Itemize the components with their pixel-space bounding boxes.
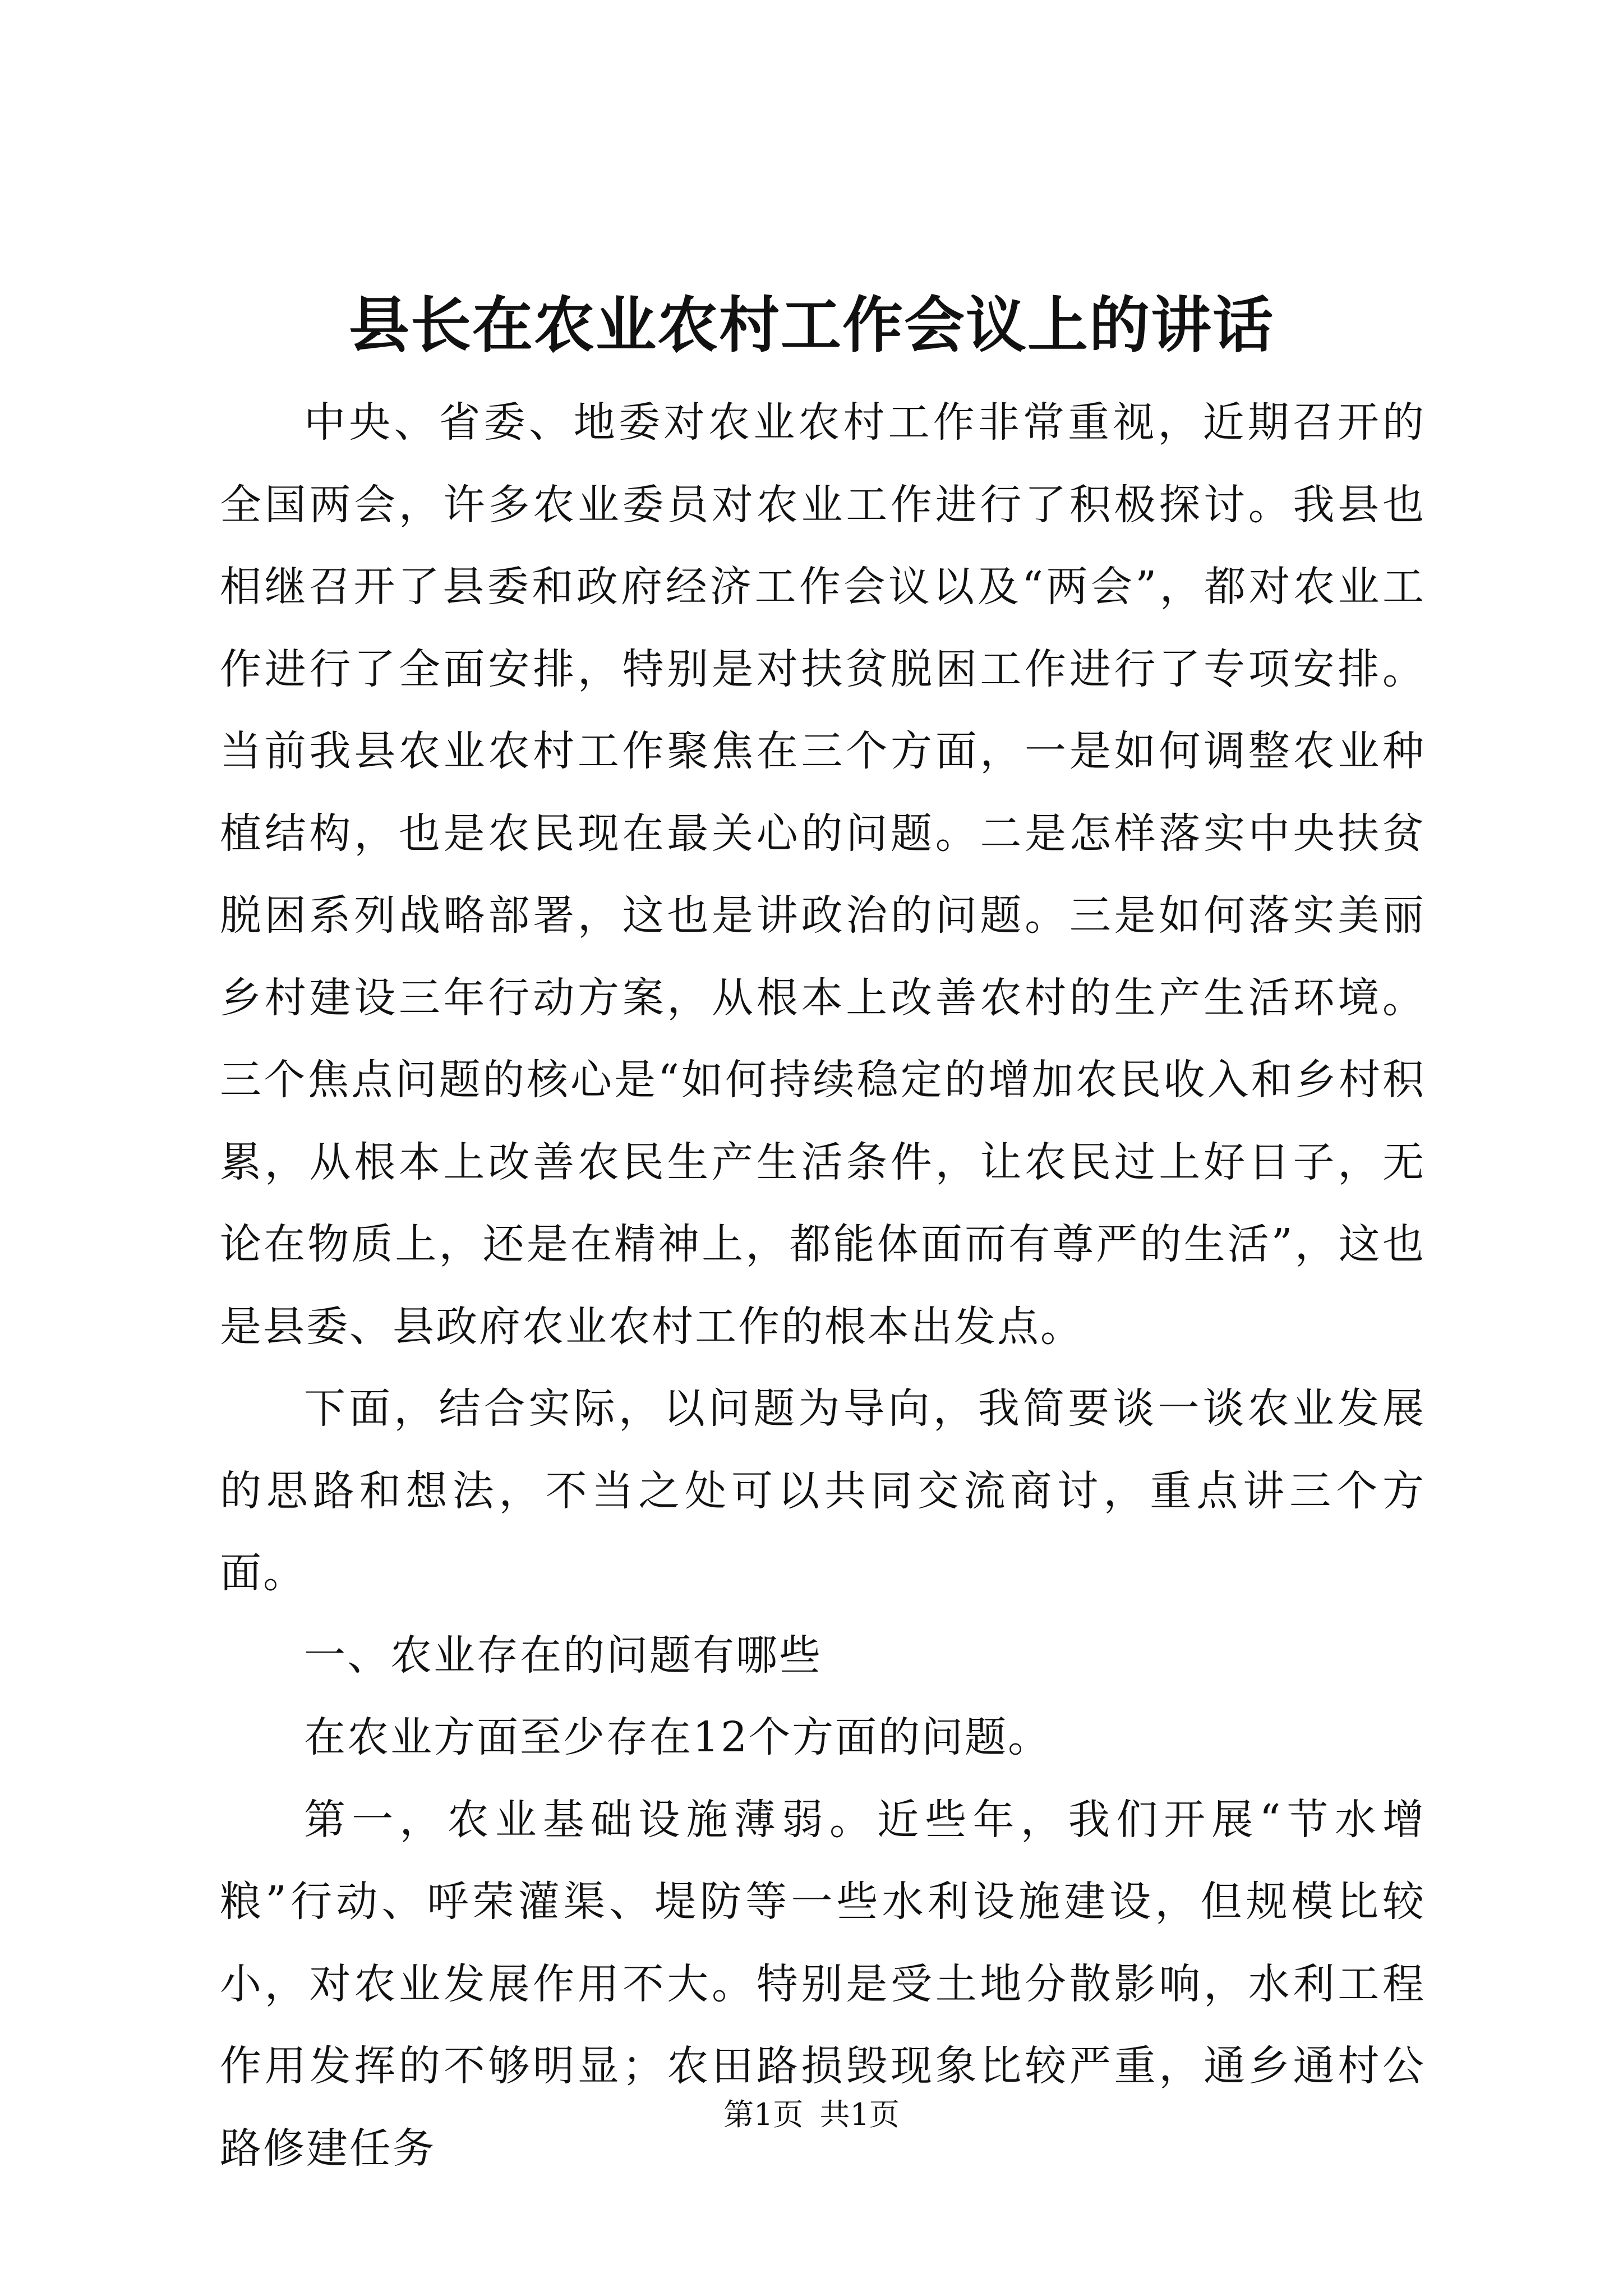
page-footer (0, 2092, 1623, 2137)
section-heading: 一、农业存在的问题有哪些 (304, 1631, 822, 1680)
paragraph: 第一，农业基础设施薄弱。近些年，我们开展“节水增粮”行动、呼荣灌渠、堤防等一些水利设施建设，但规模比较小，对农业发展作用不大。特别是受土地分散影响，水利工程作用发挥的不够明显；农田路损毁现象比较严重，通乡通村公路修建任务 (220, 1795, 1426, 2173)
document-title: 县长在农业农村工作会议上的讲话 (348, 290, 1274, 361)
paragraph: 中央、省委、地委对农业农村工作非常重视，近期召开的全国两会，许多农业委员对农业工作进行了积极探讨。我县也相继召开了县委和政府经济工作会议以及“两会”，都对农业工作进行了全面安排，特别是对扶贫脱困工作进行了专项安排。当前我县农业农村工作聚焦在三个方面，一是如何调整农业种植结构，也是农民现在最关心的问题。二是怎样落实中央扶贫脱困系列战略部署，这也是讲政治的问题。三是如何落实美丽乡村建设三年行动方案，从根本上改善农村的生产生活环境。三个焦点问题的核心是“如何持续稳定的增加农民收入和乡村积累，从根本上改善农民生产生活条件，让农民过上好日子，无论在物质上，还是在精神上，都能体面而有尊严的生活”，这也是县委、县政府农业农村工作的根本出发点。 (220, 398, 1426, 1351)
paragraph: 在农业方面至少存在12个方面的问题。 (304, 1713, 1052, 1761)
paragraph: 下面，结合实际，以问题为导向，我简要谈一谈农业发展的思路和想法，不当之处可以共同交流商讨，重点讲三个方面。 (220, 1384, 1426, 1597)
page-number: 第1页 (723, 2097, 804, 2132)
document-body (220, 381, 1426, 2189)
page-total: 共1页 (819, 2097, 900, 2132)
